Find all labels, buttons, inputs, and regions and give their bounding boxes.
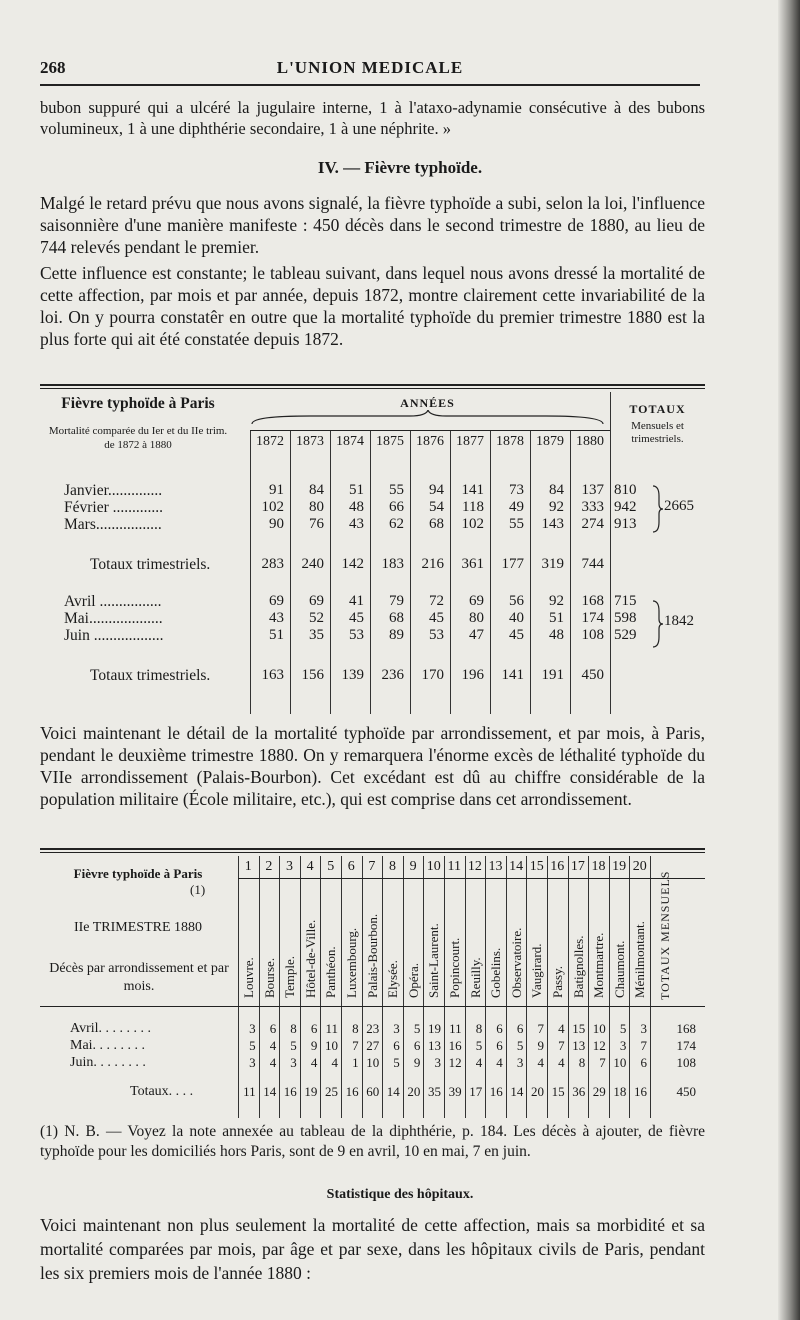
column-line bbox=[547, 856, 548, 1118]
data-cell: 9 bbox=[413, 1055, 421, 1070]
data-cell: 84 bbox=[309, 482, 324, 498]
column-line bbox=[526, 856, 527, 1118]
data-cell: 13 bbox=[427, 1038, 441, 1053]
year-header: 1872 bbox=[256, 434, 284, 449]
q2-brace bbox=[652, 599, 664, 649]
arrondissement-number: 10 bbox=[426, 859, 441, 874]
totals-mensuels-header: TOTAUX MENSUELS bbox=[658, 870, 672, 1000]
column-line bbox=[650, 856, 651, 1118]
data-cell: 80 bbox=[469, 610, 484, 626]
page-number: 268 bbox=[40, 58, 66, 77]
arrondissement-name: Reuilly. bbox=[467, 957, 483, 998]
book-spine-edge bbox=[778, 0, 800, 1320]
data-cell: 36 bbox=[572, 1084, 586, 1099]
data-cell: 16 bbox=[633, 1084, 647, 1099]
arrondissement-number: 4 bbox=[306, 859, 314, 874]
arrondissement-number: 9 bbox=[409, 859, 417, 874]
data-cell: 94 bbox=[429, 482, 444, 498]
data-cell: 7 bbox=[352, 1038, 359, 1053]
data-cell: 5 bbox=[516, 1038, 524, 1053]
column-line bbox=[568, 856, 569, 1118]
data-cell: 6 bbox=[496, 1021, 503, 1036]
paragraph-1: Malgé le retard prévu que nous avons signalé, la fièvre typhoïde a subi, selon la loi, l'influence saisonnière d'une manière manifeste : 450 décès dans le second trimestre de 1880, au lieu de 744 relevés pendant le premier. bbox=[40, 193, 705, 257]
arrondissement-number: 8 bbox=[388, 859, 396, 874]
table2-top-rule-thin bbox=[40, 852, 705, 853]
data-cell: 92 bbox=[549, 499, 564, 515]
data-cell: 1 bbox=[352, 1055, 359, 1070]
q2-total: 1842 bbox=[664, 613, 694, 629]
data-cell: 8 bbox=[352, 1021, 359, 1036]
data-cell: 45 bbox=[429, 610, 444, 626]
data-cell: 10 bbox=[366, 1055, 380, 1070]
q1-total: 2665 bbox=[664, 498, 694, 514]
data-cell: 361 bbox=[461, 556, 484, 572]
data-cell: 118 bbox=[462, 499, 484, 515]
year-header: 1879 bbox=[536, 434, 564, 449]
data-cell: 744 bbox=[581, 556, 604, 572]
data-cell: 51 bbox=[349, 482, 364, 498]
data-cell: 18 bbox=[613, 1084, 627, 1099]
month-total-cell: 810 bbox=[614, 482, 637, 498]
data-cell: 274 bbox=[581, 516, 604, 532]
data-cell: 177 bbox=[501, 556, 524, 572]
data-cell: 49 bbox=[509, 499, 524, 515]
data-cell: 142 bbox=[341, 556, 364, 572]
column-line bbox=[320, 856, 321, 1118]
data-cell: 4 bbox=[558, 1055, 565, 1070]
data-cell: 6 bbox=[413, 1038, 421, 1053]
month-total-cell: 913 bbox=[614, 516, 637, 532]
data-cell: 10 bbox=[324, 1038, 338, 1053]
data-cell: 48 bbox=[549, 627, 564, 643]
month-label: Mars................. bbox=[64, 516, 162, 533]
table2-note-ref: (1) bbox=[190, 882, 206, 897]
data-cell: 10 bbox=[592, 1021, 606, 1036]
data-cell: 19 bbox=[304, 1084, 318, 1099]
data-cell: 240 bbox=[301, 556, 324, 572]
data-cell: 20 bbox=[530, 1084, 544, 1099]
paragraph-4: Voici maintenant non plus seulement la mortalité de cette affection, mais sa morbidité et sa mortalité comparées par mois, par âge et par sexe, dans les hôpitaux civils de Paris, pendant les six premiers mois de l'année 1880 : bbox=[40, 1215, 705, 1283]
year-header: 1873 bbox=[296, 434, 324, 449]
data-cell: 5 bbox=[249, 1038, 256, 1053]
data-cell: 6 bbox=[310, 1021, 318, 1036]
column-line bbox=[382, 856, 383, 1118]
month-total-cell: 168 bbox=[676, 1021, 696, 1036]
intro-paragraph: bubon suppuré qui a ulcéré la jugulaire interne, 1 à l'ataxo-adynamie consécutive à des bubons volumineux, 1 à une diphthérie secondaire, 1 à une néphrite. » bbox=[40, 98, 705, 138]
data-cell: 283 bbox=[261, 556, 284, 572]
data-cell: 319 bbox=[541, 556, 564, 572]
column-line bbox=[279, 856, 280, 1118]
paragraph-3 bbox=[40, 722, 705, 810]
arrondissement-number: 12 bbox=[467, 859, 482, 874]
arrondissement-name: Saint-Laurent. bbox=[426, 923, 442, 998]
year-header: 1874 bbox=[336, 434, 364, 449]
arrondissement-table bbox=[40, 848, 705, 1118]
arrondissement-number: 5 bbox=[327, 859, 335, 874]
data-cell: 35 bbox=[309, 627, 324, 643]
paragraph-2: Cette influence est constante; le tableau suivant, dans lequel nous avons dressé la mortalité de cette affection, par mois et par année, depuis 1872, montre clairement cette invariabilité de la loi. On y pourra constatêr en outre que la mortalité typhoïde du premier trimestre 1880 est la plus forte qui ait été constatée depuis 1872. bbox=[40, 263, 705, 349]
arrondissement-name: Observatoire. bbox=[508, 927, 524, 998]
arrondissement-number: 16 bbox=[550, 859, 565, 874]
table-top-rule-thin bbox=[40, 388, 705, 389]
arrondissement-name: Panthéon. bbox=[323, 946, 339, 998]
arrondissement-name: Passy. bbox=[550, 965, 565, 998]
column-line bbox=[506, 856, 507, 1118]
data-cell: 48 bbox=[349, 499, 364, 515]
data-cell: 16 bbox=[345, 1084, 359, 1099]
number-rule bbox=[238, 878, 705, 879]
month-total-cell: 715 bbox=[614, 593, 637, 609]
data-cell: 52 bbox=[309, 610, 324, 626]
data-cell: 139 bbox=[341, 667, 364, 683]
data-cell: 90 bbox=[269, 516, 284, 532]
arrondissement-name: Gobelins. bbox=[488, 947, 504, 998]
data-cell: 15 bbox=[572, 1021, 586, 1036]
data-cell: 156 bbox=[301, 667, 324, 683]
data-cell: 56 bbox=[509, 593, 524, 609]
column-line bbox=[629, 856, 630, 1118]
month-label: Juin .................. bbox=[64, 627, 164, 644]
arrondissement-number: 20 bbox=[632, 859, 647, 874]
data-cell: 16 bbox=[283, 1084, 297, 1099]
arrondissement-number: 7 bbox=[368, 859, 376, 874]
data-cell: 3 bbox=[619, 1038, 627, 1053]
arrondissement-number: 17 bbox=[570, 859, 585, 874]
column-line bbox=[238, 856, 239, 1118]
column-line bbox=[609, 856, 610, 1118]
column-line bbox=[300, 856, 301, 1118]
column-line bbox=[362, 856, 363, 1118]
quarter-total-label: Totaux trimestriels. bbox=[90, 556, 211, 573]
arrondissement-name: Opéra. bbox=[405, 962, 421, 998]
data-cell: 7 bbox=[599, 1055, 606, 1070]
data-cell: 3 bbox=[434, 1055, 441, 1070]
arrondissement-name: Vaugirard. bbox=[529, 943, 545, 998]
arrondissement-name: Popincourt. bbox=[447, 937, 462, 998]
header-rule bbox=[250, 430, 610, 431]
data-cell: 84 bbox=[549, 482, 564, 498]
data-cell: 53 bbox=[349, 627, 364, 643]
data-cell: 7 bbox=[558, 1038, 565, 1053]
data-cell: 39 bbox=[448, 1084, 462, 1099]
data-cell: 141 bbox=[501, 667, 524, 683]
data-cell: 11 bbox=[449, 1021, 462, 1036]
arrondissement-name: Palais-Bourbon. bbox=[364, 913, 380, 998]
subsection-title: Statistique des hôpitaux. bbox=[326, 1187, 474, 1202]
table2-top-rule bbox=[40, 848, 705, 850]
data-cell: 3 bbox=[516, 1055, 524, 1070]
arrondissement-number: 14 bbox=[509, 859, 524, 874]
arrondissement-number: 18 bbox=[591, 859, 606, 874]
data-cell: 4 bbox=[475, 1055, 483, 1070]
totals-label: Totaux. . . . bbox=[130, 1084, 194, 1099]
table2-trimestre: IIe TRIMESTRE 1880 bbox=[73, 920, 203, 935]
data-cell: 53 bbox=[429, 627, 444, 643]
month-total-cell: 174 bbox=[676, 1038, 696, 1053]
data-cell: 43 bbox=[269, 610, 284, 626]
data-cell: 69 bbox=[269, 593, 284, 609]
page-header bbox=[40, 58, 700, 86]
data-cell: 3 bbox=[249, 1021, 256, 1036]
arrondissement-name: Elysée. bbox=[385, 960, 401, 998]
data-cell: 73 bbox=[509, 482, 524, 498]
data-cell: 79 bbox=[389, 593, 404, 609]
data-cell: 4 bbox=[310, 1055, 318, 1070]
data-cell: 8 bbox=[578, 1055, 586, 1070]
month-label: Avril. . . . . . . . bbox=[70, 1021, 152, 1036]
data-cell: 43 bbox=[349, 516, 364, 532]
data-cell: 236 bbox=[381, 667, 404, 683]
data-cell: 12 bbox=[448, 1055, 462, 1070]
month-total-cell: 598 bbox=[614, 610, 637, 626]
data-cell: 15 bbox=[551, 1084, 565, 1099]
data-cell: 174 bbox=[581, 610, 604, 626]
yearly-mortality-table bbox=[40, 384, 705, 724]
data-cell: 29 bbox=[592, 1084, 606, 1099]
data-cell: 6 bbox=[516, 1021, 524, 1036]
arrondissement-name: Luxembourg. bbox=[344, 927, 359, 998]
arrondissement-number: 15 bbox=[529, 859, 544, 874]
column-line bbox=[485, 856, 486, 1118]
names-rule bbox=[40, 1006, 705, 1007]
data-cell: 4 bbox=[269, 1055, 277, 1070]
data-cell: 68 bbox=[429, 516, 444, 532]
year-header: 1878 bbox=[496, 434, 524, 449]
arrondissement-name: Hôtel-de-Ville. bbox=[302, 919, 318, 998]
table-title: Fièvre typhoïde à Paris bbox=[61, 395, 215, 412]
arrondissement-name: Louvre. bbox=[241, 957, 256, 998]
arrondissement-number: 2 bbox=[265, 859, 273, 874]
data-cell: 19 bbox=[427, 1021, 441, 1036]
data-cell: 17 bbox=[469, 1084, 483, 1099]
data-cell: 7 bbox=[640, 1038, 647, 1053]
data-cell: 40 bbox=[509, 610, 524, 626]
data-cell: 450 bbox=[581, 667, 604, 683]
data-cell: 4 bbox=[558, 1021, 565, 1036]
data-cell: 69 bbox=[469, 593, 484, 609]
data-cell: 55 bbox=[509, 516, 524, 532]
table2-subtitle: Décès par arrondissement et par mois. bbox=[49, 961, 229, 994]
years-label: ANNÉES bbox=[400, 396, 455, 410]
data-cell: 5 bbox=[393, 1055, 400, 1070]
data-cell: 108 bbox=[581, 627, 604, 643]
data-cell: 35 bbox=[427, 1084, 441, 1099]
column-line bbox=[423, 856, 424, 1118]
month-label: Juin. . . . . . . . bbox=[70, 1055, 146, 1070]
data-cell: 62 bbox=[389, 516, 404, 532]
data-cell: 47 bbox=[469, 627, 484, 643]
data-cell: 3 bbox=[249, 1055, 256, 1070]
running-title: L'UNION MEDICALE bbox=[276, 58, 464, 77]
year-header: 1876 bbox=[416, 434, 444, 449]
column-line bbox=[465, 856, 466, 1118]
data-cell: 66 bbox=[389, 499, 404, 515]
arrondissement-name: Bourse. bbox=[261, 957, 277, 998]
arrondissement-name: Montmartre. bbox=[591, 932, 607, 998]
arrondissement-name: Ménilmontant. bbox=[632, 921, 648, 998]
year-header: 1880 bbox=[576, 434, 604, 449]
data-cell: 3 bbox=[290, 1055, 297, 1070]
column-line bbox=[259, 856, 260, 1118]
data-cell: 5 bbox=[619, 1021, 627, 1036]
data-cell: 9 bbox=[537, 1038, 544, 1053]
data-cell: 91 bbox=[269, 482, 284, 498]
table2-title: Fièvre typhoïde à Paris bbox=[73, 866, 203, 881]
column-line bbox=[403, 856, 404, 1118]
month-label: Mai. . . . . . . . bbox=[70, 1038, 146, 1053]
quarter-total-label: Totaux trimestriels. bbox=[90, 667, 211, 684]
data-cell: 7 bbox=[537, 1021, 544, 1036]
month-label: Janvier.............. bbox=[64, 482, 163, 499]
data-cell: 13 bbox=[572, 1038, 586, 1053]
column-line bbox=[341, 856, 342, 1118]
totals-sub-label: Mensuels et trimestriels. bbox=[631, 420, 684, 445]
data-cell: 16 bbox=[489, 1084, 503, 1099]
arrondissement-number: 3 bbox=[285, 859, 293, 874]
data-cell: 69 bbox=[309, 593, 324, 609]
data-cell: 16 bbox=[448, 1038, 462, 1053]
arrondissement-number: 13 bbox=[488, 859, 503, 874]
data-cell: 12 bbox=[592, 1038, 606, 1053]
data-cell: 3 bbox=[393, 1021, 400, 1036]
month-total-cell: 450 bbox=[676, 1084, 696, 1099]
data-cell: 51 bbox=[269, 627, 284, 643]
data-cell: 168 bbox=[581, 593, 604, 609]
data-cell: 9 bbox=[310, 1038, 318, 1053]
data-cell: 20 bbox=[407, 1084, 421, 1099]
data-cell: 14 bbox=[510, 1084, 524, 1099]
arrondissement-name: Batignolles. bbox=[570, 935, 586, 998]
data-cell: 14 bbox=[386, 1084, 400, 1099]
data-cell: 10 bbox=[613, 1055, 627, 1070]
paragraph-3-text: Voici maintenant le détail de la mortalité typhoïde par arrondissement, et par mois, à Paris, pendant le deuxième trimestre 1880. On y remarquera l'énorme excès de léthalité typhoïde du VIIe arrondissement (Palais-Bourbon). Cet excédant est dû au chiffre considérable de la population militaire (École militaire, etc.), qui est comprise dans cet arrondissement. bbox=[40, 723, 705, 809]
data-cell: 27 bbox=[366, 1038, 380, 1053]
arrondissement-number: 19 bbox=[612, 859, 627, 874]
data-cell: 72 bbox=[429, 593, 444, 609]
footnote: (1) N. B. — Voyez la note annexée au tableau de la diphthérie, p. 184. Les décès à ajouter, de fièvre typhoïde pour les domiciliés hors Paris, sont de 9 en avril, 10 en mai, 7 en juin. bbox=[40, 1123, 705, 1160]
month-total-cell: 108 bbox=[676, 1055, 696, 1070]
data-cell: 45 bbox=[509, 627, 524, 643]
data-cell: 6 bbox=[393, 1038, 400, 1053]
arrondissement-name: Temple. bbox=[282, 955, 298, 998]
data-cell: 4 bbox=[269, 1038, 277, 1053]
section-title: IV. — Fièvre typhoïde. bbox=[317, 158, 483, 177]
data-cell: 137 bbox=[581, 482, 604, 498]
data-cell: 143 bbox=[541, 516, 564, 532]
data-cell: 51 bbox=[549, 610, 564, 626]
data-cell: 6 bbox=[269, 1021, 277, 1036]
data-cell: 8 bbox=[475, 1021, 483, 1036]
data-cell: 102 bbox=[461, 516, 484, 532]
data-cell: 191 bbox=[541, 667, 564, 683]
arrondissement-name: Chaumont. bbox=[611, 940, 627, 998]
arrondissement-number: 1 bbox=[244, 859, 252, 874]
data-cell: 54 bbox=[429, 499, 444, 515]
table-subtitle: Mortalité comparée du Ier et du IIe trim. de 1872 à 1880 bbox=[48, 425, 228, 451]
data-cell: 45 bbox=[349, 610, 364, 626]
data-cell: 6 bbox=[640, 1055, 647, 1070]
month-label: Avril ................ bbox=[64, 593, 162, 610]
data-cell: 41 bbox=[349, 593, 364, 609]
arrondissement-number: 11 bbox=[447, 859, 462, 874]
data-cell: 23 bbox=[366, 1021, 380, 1036]
data-cell: 163 bbox=[261, 667, 284, 683]
month-label: Mai................... bbox=[64, 610, 163, 627]
data-cell: 14 bbox=[263, 1084, 277, 1099]
data-cell: 68 bbox=[389, 610, 404, 626]
column-line bbox=[444, 856, 445, 1118]
data-cell: 141 bbox=[461, 482, 484, 498]
data-cell: 8 bbox=[290, 1021, 297, 1036]
data-cell: 25 bbox=[324, 1084, 338, 1099]
data-cell: 4 bbox=[331, 1055, 338, 1070]
data-cell: 216 bbox=[421, 556, 444, 572]
data-cell: 4 bbox=[537, 1055, 544, 1070]
data-cell: 5 bbox=[290, 1038, 297, 1053]
column-line bbox=[610, 392, 611, 714]
data-cell: 196 bbox=[461, 667, 484, 683]
data-cell: 76 bbox=[309, 516, 324, 532]
year-header: 1877 bbox=[456, 434, 484, 449]
data-cell: 89 bbox=[389, 627, 404, 643]
year-header: 1875 bbox=[376, 434, 404, 449]
data-cell: 6 bbox=[496, 1038, 503, 1053]
data-cell: 11 bbox=[243, 1084, 256, 1099]
data-cell: 80 bbox=[309, 499, 324, 515]
data-cell: 5 bbox=[413, 1021, 421, 1036]
month-total-cell: 529 bbox=[614, 627, 637, 643]
month-label: Février ............. bbox=[64, 499, 164, 516]
data-cell: 333 bbox=[581, 499, 604, 515]
data-cell: 3 bbox=[640, 1021, 647, 1036]
q1-brace bbox=[652, 484, 664, 534]
data-cell: 60 bbox=[366, 1084, 380, 1099]
data-cell: 183 bbox=[381, 556, 404, 572]
data-cell: 170 bbox=[421, 667, 444, 683]
month-total-cell: 942 bbox=[614, 499, 637, 515]
data-cell: 5 bbox=[475, 1038, 483, 1053]
column-line bbox=[588, 856, 589, 1118]
data-cell: 4 bbox=[496, 1055, 503, 1070]
totals-label: TOTAUX bbox=[629, 402, 686, 416]
table-top-rule bbox=[40, 384, 705, 386]
years-brace bbox=[250, 410, 605, 428]
data-cell: 11 bbox=[325, 1021, 338, 1036]
data-cell: 92 bbox=[549, 593, 564, 609]
data-cell: 55 bbox=[389, 482, 404, 498]
data-cell: 102 bbox=[261, 499, 284, 515]
arrondissement-number: 6 bbox=[347, 859, 355, 874]
